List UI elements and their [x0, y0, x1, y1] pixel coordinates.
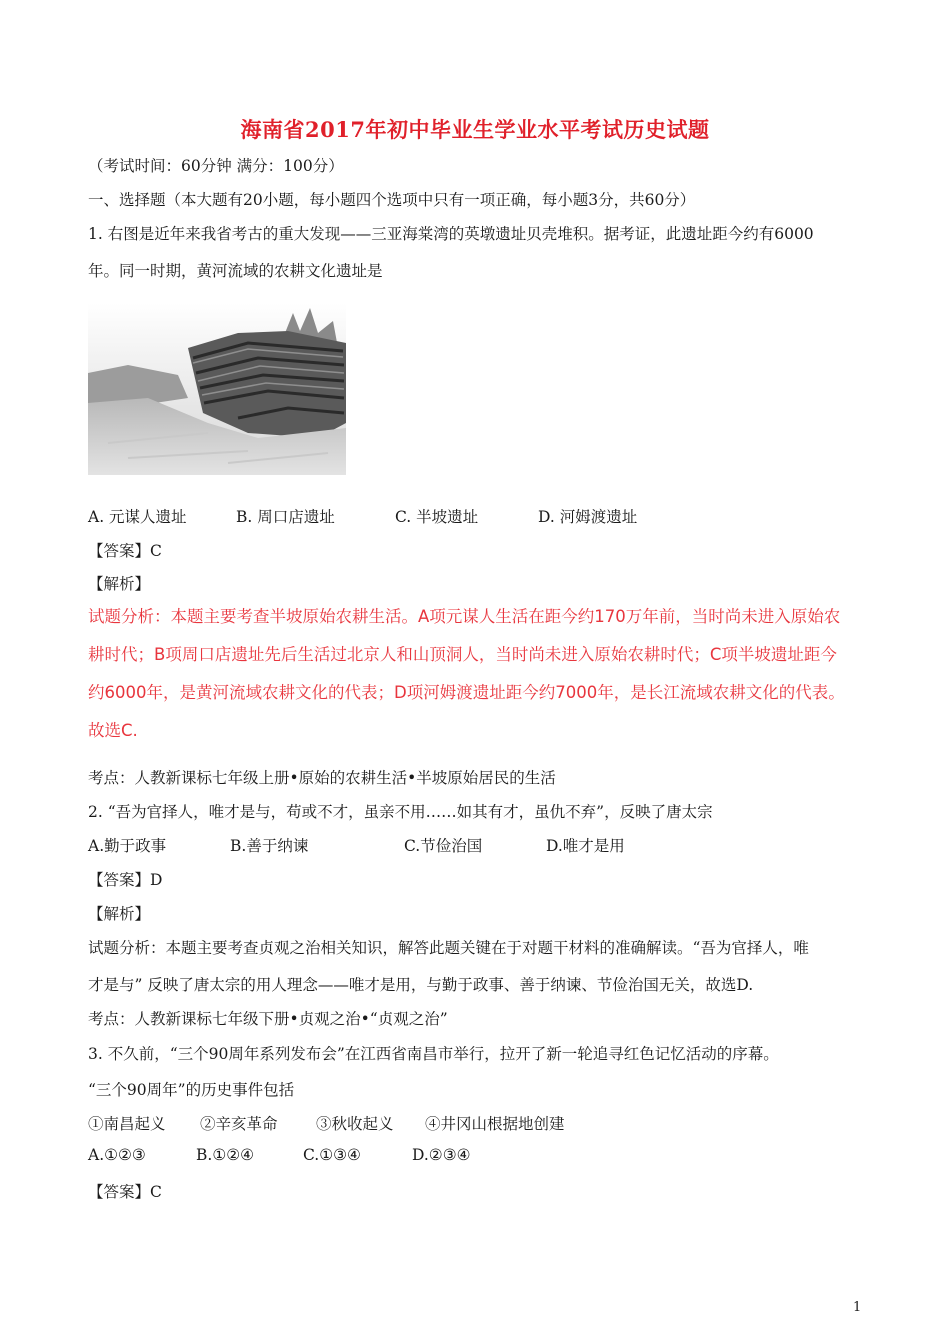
q2-analysis-line2: 才是与” 反映了唐太宗的用人理念——唯才是用，与勤于政事、善于纳谏、节俭治国无关，故选D.	[88, 976, 754, 994]
q3-option-d: D.②③④	[412, 1146, 471, 1164]
q2-point: 考点：人教新课标七年级下册•贞观之治•“贞观之治”	[88, 1010, 448, 1028]
q1-point: 考点：人教新课标七年级上册•原始的农耕生活•半坡原始居民的生活	[88, 769, 556, 787]
q2-option-b: B.善于纳谏	[230, 837, 309, 855]
q3-option-c: C.①③④	[303, 1146, 361, 1164]
q1-analysis-label: 【解析】	[88, 575, 151, 593]
q1-option-d: D. 河姆渡遗址	[538, 508, 638, 526]
q3-item-2: ②辛亥革命	[200, 1115, 278, 1133]
q3-item-1: ①南昌起义	[88, 1115, 166, 1133]
q3-option-b: B.①②④	[196, 1146, 255, 1164]
q2-analysis-line1: 试题分析：本题主要考查贞观之治相关知识，解答此题关键在于对题干材料的准确解读。“吾为官择人，唯	[88, 939, 809, 957]
q1-option-b: B. 周口店遗址	[236, 508, 335, 526]
q2-option-c: C.节俭治国	[404, 837, 483, 855]
q2-stem: 2. “吾为官择人，唯才是与，苟或不才，虽亲不用……如其有才，虽仇不弃”，反映了唐太宗	[88, 803, 713, 821]
q1-stem-line1: 1. 右图是近年来我省考古的重大发现——三亚海棠湾的英墩遗址贝壳堆积。据考证，此遗址距今约有6000	[88, 225, 814, 243]
section-heading: 一、选择题（本大题有20小题，每小题四个选项中只有一项正确，每小题3分，共60分）	[88, 191, 696, 209]
q1-option-c: C. 半坡遗址	[395, 508, 479, 526]
q1-stem-line2: 年。同一时期，黄河流域的农耕文化遗址是	[88, 262, 383, 280]
q3-stem-line2: “三个90周年”的历史事件包括	[88, 1081, 295, 1099]
q2-answer: 【答案】D	[88, 871, 163, 889]
page-number: 1	[853, 1300, 862, 1315]
q3-item-3: ③秋收起义	[316, 1115, 394, 1133]
page-title: 海南省2017年初中毕业生学业水平考试历史试题	[240, 117, 710, 142]
shell-midden-photo	[88, 303, 346, 475]
q1-analysis-line1: 试题分析：本题主要考查半坡原始农耕生活。A项元谋人生活在距今约170万年前，当时尚未进入原始农	[88, 607, 841, 626]
q2-analysis-label: 【解析】	[88, 905, 151, 923]
q3-answer: 【答案】C	[88, 1183, 162, 1201]
q1-option-a: A. 元谋人遗址	[88, 508, 187, 526]
q1-analysis-line4: 故选C.	[88, 721, 138, 740]
q1-analysis-line2: 耕时代；B项周口店遗址先后生活过北京人和山顶洞人，当时尚未进入原始农耕时代；C项半坡遗址距今	[88, 645, 837, 664]
q2-option-a: A.勤于政事	[88, 837, 167, 855]
q2-option-d: D.唯才是用	[546, 837, 625, 855]
exam-info: （考试时间：60分钟 满分：100分）	[88, 157, 344, 175]
q1-answer: 【答案】C	[88, 542, 162, 560]
q3-item-4: ④井冈山根据地创建	[425, 1115, 565, 1133]
q1-analysis-line3: 约6000年，是黄河流域农耕文化的代表；D项河姆渡遗址距今约7000年，是长江流域农耕文化的代表。	[88, 683, 845, 702]
q3-stem-line1: 3. 不久前，“三个90周年系列发布会”在江西省南昌市举行，拉开了新一轮追寻红色记忆活动的序幕。	[88, 1045, 779, 1063]
q3-option-a: A.①②③	[88, 1146, 146, 1164]
